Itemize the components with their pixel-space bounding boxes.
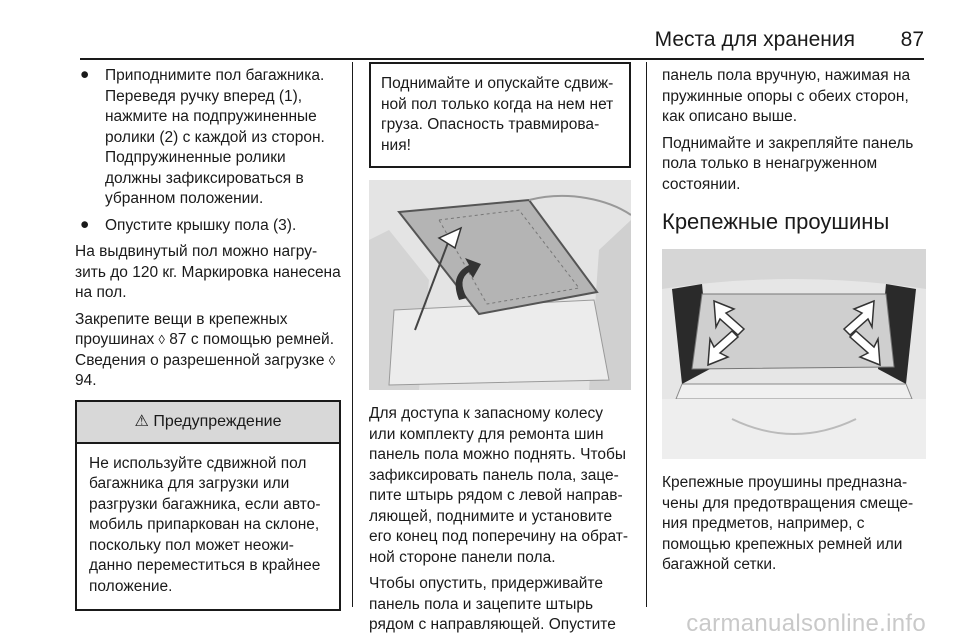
figure-tie-down-eyes: [662, 249, 926, 459]
bullet-icon: ●: [80, 66, 90, 83]
column-1: [75, 66, 341, 611]
paragraph-text: Закрепите вещи в крепежных проушинах: [75, 310, 288, 348]
paragraph: Крепежные проушины предназначены для предотвращения смещения предметов, например, с помощью крепежных ремней или багажной сетки.: [662, 474, 914, 573]
page-header-title: Места для хранения: [654, 28, 855, 51]
section-heading: Крепежные проушины: [662, 209, 890, 234]
warning-box: [75, 400, 341, 612]
column-2: [369, 62, 631, 642]
caution-box: Поднимайте и опускайте сдвижной пол только когда на нем нет груза. Опасность травмирования!: [369, 62, 631, 168]
watermark: carmanualsonline.info: [686, 610, 926, 637]
paragraph: На выдвинутый пол можно нагрузить до 120 кг. Маркировка нанесена на пол.: [75, 243, 341, 301]
paragraph-text: с помощью ремней. Сведения о разрешенной загрузке: [75, 331, 335, 369]
paragraph: панель пола вручную, нажимая на пружинные опоры с обеих сторон, как описано выше.: [662, 67, 911, 125]
bullet-item: [75, 216, 341, 237]
page-ref-link[interactable]: 87: [169, 331, 187, 348]
warning-text: Не используйте сдвижной пол багажника для загрузки или разгрузки багажника, если автомобиль припаркован на склоне, поскольку пол может неожиданно переместиться в крайнее положение.: [89, 454, 321, 595]
figure-trunk-floor-raised: [369, 180, 631, 390]
bullet-text: Приподнимите пол багажника. Переведя ручку вперед (1), нажмите на подпружиненные ролики (2) с каждой из сторон. Подпружиненные ролики должны зафиксироваться в убранном положении.: [105, 67, 325, 207]
page-ref-link[interactable]: 94.: [75, 372, 97, 389]
warning-title-bar: [77, 400, 339, 444]
warning-title: Предупреждение: [153, 412, 282, 430]
page-ref-icon: ◊: [328, 352, 336, 368]
tie-down-eyes-illustration: [662, 249, 926, 459]
bullet-item: [75, 66, 341, 210]
page-number: 87: [900, 28, 924, 51]
paragraph: Поднимайте и закрепляйте панель пола только в ненагруженном состоянии.: [662, 134, 914, 193]
column-divider-1: [352, 62, 353, 607]
column-divider-2: [646, 62, 647, 607]
paragraph: [75, 310, 341, 392]
paragraph: Чтобы опустить, придерживайте панель пола и зацепите штырь рядом с направляющей. Опустите: [369, 575, 616, 633]
header-rule: [80, 58, 924, 60]
bullet-icon: ●: [80, 215, 90, 233]
column-3: [662, 66, 926, 582]
trunk-floor-illustration: [369, 180, 631, 390]
paragraph: Для доступа к запасному колесу или комплекту для ремонта шин панель пола можно поднять. Чтобы зафиксировать панель пола, зацепите штырь рядом с левой направляющей, поднимите и установите его конец под поперечину на обратной стороне панели пола.: [369, 405, 629, 566]
warning-icon: ⚠: [134, 412, 149, 430]
bullet-text: Опустите крышку пола (3).: [105, 216, 297, 234]
page-ref-icon: ◊: [158, 332, 165, 347]
